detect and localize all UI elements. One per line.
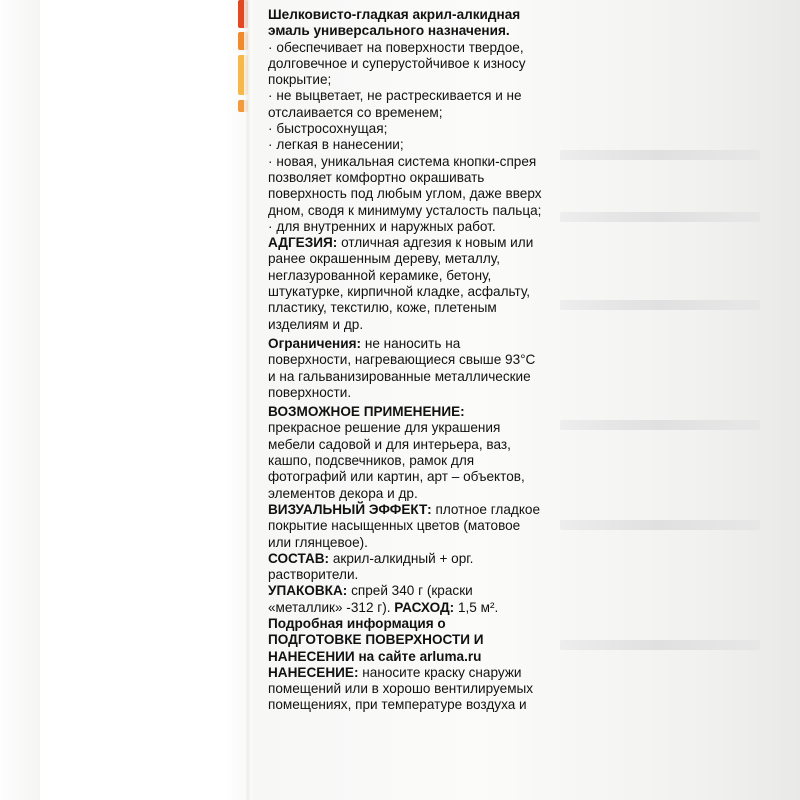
package-text: спрей 340 г (краски «металлик» -312 г).	[268, 582, 473, 615]
bullet-item: · новая, уникальная система кнопки-спрея позволяет комфортно окрашивать поверхность под любым углом, даже вверх дном, сводя к минимуму усталость пальца;	[268, 153, 542, 218]
use-text: прекрасное решение для украшения мебели садовой и для интерьера, ваз, кашпо, подсвечников, рамок для фотографий или картин, арт – объектов, элементов декора и др.	[268, 419, 525, 501]
bullet-item: · легкая в нанесении;	[268, 136, 542, 152]
limits-heading: Ограничения:	[268, 334, 362, 351]
application-heading: НАНЕСЕНИЕ:	[268, 663, 359, 680]
application-text: наносите краску снаружи помещений или в хорошо вентилируемых помещениях, при температуре воздуха и	[268, 663, 534, 713]
bullet-item: · быстросохнущая;	[268, 120, 542, 136]
show-through-text	[560, 212, 760, 222]
show-through-text	[560, 520, 760, 530]
package-section	[268, 582, 542, 615]
show-through-text	[560, 150, 760, 160]
bullet-item: · для внутренних и наружных работ.	[268, 218, 542, 234]
composition-text: акрил-алкидный + орг. растворители.	[268, 549, 474, 583]
bullet-item: · обеспечивает на поверхности твердое, долговечное и суперустойчивое к износу покрытие;	[268, 39, 542, 88]
show-through-text	[560, 420, 760, 430]
composition-section	[268, 550, 542, 583]
visual-section	[268, 501, 542, 550]
application-section	[268, 664, 542, 713]
background-shade	[0, 0, 40, 800]
adhesion-heading: АДГЕЗИЯ:	[268, 234, 338, 251]
label-title: Шелковисто-гладкая акрил-алкидная эмаль универсального назначения.	[268, 6, 521, 39]
label-text-block	[268, 6, 542, 713]
adhesion-text: отличная адгезия к новым или ранее окрашенным дереву, металлу, неглазурованной керамике, бетону, штукатурке, кирпичной кладке, асфальту, пластику, текстилю, коже, плетеным изделиям и др.	[268, 234, 534, 332]
show-through-text	[560, 300, 760, 310]
show-through-text	[560, 640, 760, 650]
info-text: Подробная информация о ПОДГОТОВКЕ ПОВЕРХНОСТИ И НАНЕСЕНИИ на сайте arluma.ru	[268, 614, 484, 664]
limits-section	[268, 335, 542, 400]
use-heading: ВОЗМОЖНОЕ ПРИМЕНЕНИЕ:	[268, 403, 465, 420]
composition-heading: СОСТАВ:	[268, 549, 330, 566]
visual-heading: ВИЗУАЛЬНЫЙ ЭФФЕКТ:	[268, 500, 432, 517]
visual-text: плотное гладкое покрытие насыщенных цветов (матовое или глянцевое).	[268, 500, 541, 550]
package-heading: УПАКОВКА:	[268, 582, 348, 599]
can-seam	[244, 0, 252, 800]
consumption-text: 1,5 м².	[457, 598, 499, 615]
adhesion-section	[268, 234, 542, 332]
consumption-heading: РАСХОД:	[394, 598, 455, 615]
limits-text: не наносить на поверхности, нагревающиеся свыше 93°С и на гальванизированные металлические поверхности.	[268, 334, 536, 400]
bullet-item: · не выцветает, не растрескивается и не отслаивается со временем;	[268, 87, 542, 120]
